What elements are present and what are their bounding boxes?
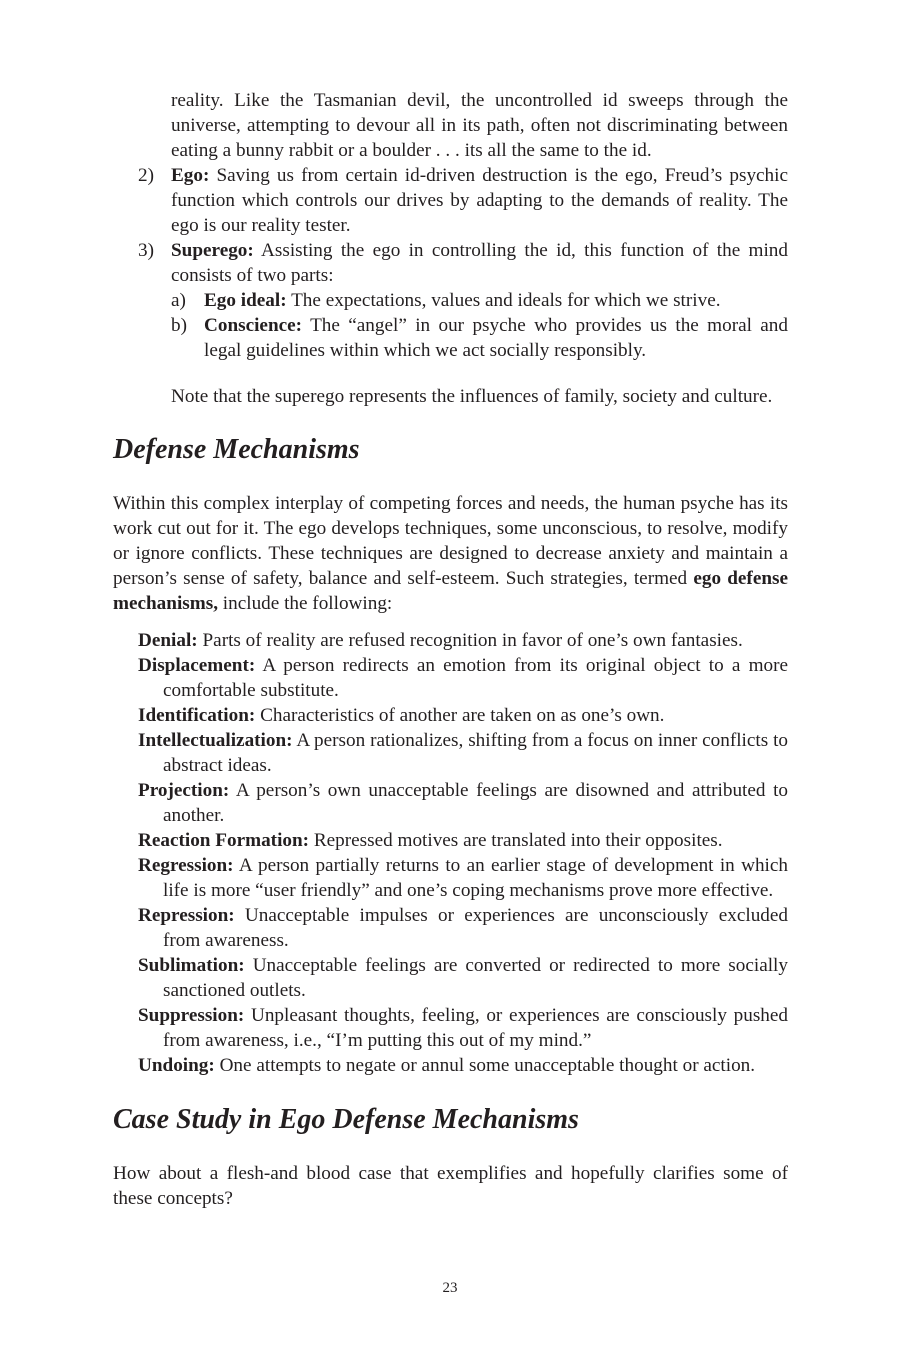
term-label: Reaction Formation: xyxy=(138,830,310,851)
list-item-projection xyxy=(138,778,788,828)
term-label: Displacement: xyxy=(138,655,256,676)
term-label: Undoing: xyxy=(138,1055,215,1076)
page-body xyxy=(113,88,788,1211)
term-definition: The “angel” in our psyche who provides us the moral and legal guidelines within which we act socially responsibly. xyxy=(204,315,788,361)
intro-text: Within this complex interplay of competing forces and needs, the human psyche has its work cut out for it. The ego develops techniques, some unconscious, to resolve, modify or ignore conflicts. These techniques are designed to decrease anxiety and maintain a person’s sense of safety, balance and self-esteem. Such strategies, termed xyxy=(113,493,788,589)
term-label: Ego: xyxy=(171,165,210,186)
list-item-suppression xyxy=(138,1003,788,1053)
defense-mechanisms-list xyxy=(113,628,788,1078)
term-definition: Unacceptable impulses or experiences are unconsciously excluded from awareness. xyxy=(163,905,788,951)
term-label: Repression: xyxy=(138,905,235,926)
superego-note: Note that the superego represents the influences of family, society and culture. xyxy=(171,386,773,407)
list-item-body xyxy=(171,163,788,238)
term-label: Conscience: xyxy=(204,315,303,336)
list-number: 2) xyxy=(138,165,154,186)
sublist-letter: b) xyxy=(171,315,187,336)
list-item-intellectualization xyxy=(138,728,788,778)
term-label: Superego: xyxy=(171,240,254,261)
term-label: Regression: xyxy=(138,855,234,876)
id-continuation-paragraph: reality. Like the Tasmanian devil, the uncontrolled id sweeps through the universe, attempting to devour all in its path, often not discriminating between eating a bunny rabbit or a boulder . . . its all the same to the id. xyxy=(171,90,788,161)
sublist-item-conscience xyxy=(113,313,788,363)
list-item-superego xyxy=(113,238,788,288)
term-label: Sublimation: xyxy=(138,955,245,976)
list-item-undoing xyxy=(138,1053,788,1078)
term-label: Intellectualization: xyxy=(138,730,293,751)
term-label: Denial: xyxy=(138,630,198,651)
list-item-denial xyxy=(138,628,788,653)
list-item-repression xyxy=(138,903,788,953)
sublist-item-body xyxy=(204,288,788,313)
intro-text-end: include the following: xyxy=(218,593,393,614)
page-number: 23 xyxy=(442,1280,458,1296)
term-label: Ego ideal: xyxy=(204,290,287,311)
term-definition: Parts of reality are refused recognition in favor of one’s own fantasies. xyxy=(197,630,743,651)
list-item-ego xyxy=(113,163,788,238)
list-item-identification xyxy=(138,703,788,728)
defense-intro-paragraph xyxy=(113,491,788,616)
term-definition: Assisting the ego in controlling the id, this function of the mind consists of two parts: xyxy=(171,240,788,286)
list-item-body xyxy=(171,238,788,288)
term-label: Suppression: xyxy=(138,1005,245,1026)
term-definition: A person rationalizes, shifting from a focus on inner conflicts to abstract ideas. xyxy=(163,730,788,776)
sublist-item-ego-ideal xyxy=(113,288,788,313)
sublist-item-body xyxy=(204,313,788,363)
sublist-letter: a) xyxy=(171,290,186,311)
list-item-regression xyxy=(138,853,788,903)
section-heading-defense-mechanisms: Defense Mechanisms xyxy=(113,434,360,465)
term-definition: Unpleasant thoughts, feeling, or experiences are consciously pushed from awareness, i.e., “I’m putting this out of my mind.” xyxy=(163,1005,788,1051)
list-item-sublimation xyxy=(138,953,788,1003)
term-definition: The expectations, values and ideals for which we strive. xyxy=(286,290,721,311)
term-definition: Characteristics of another are taken on as one’s own. xyxy=(255,705,665,726)
term-definition: One attempts to negate or annul some unacceptable thought or action. xyxy=(214,1055,756,1076)
term-definition: A person’s own unacceptable feelings are disowned and attributed to another. xyxy=(163,780,788,826)
case-study-intro-paragraph: How about a flesh-and blood case that exemplifies and hopefully clarifies some of these concepts? xyxy=(113,1163,788,1209)
list-item-reaction-formation xyxy=(138,828,788,853)
term-definition: A person redirects an emotion from its original object to a more comfortable substitute. xyxy=(163,655,788,701)
list-item-displacement xyxy=(138,653,788,703)
term-definition: Saving us from certain id-driven destruction is the ego, Freud’s psychic function which controls our drives by adapting to the demands of reality. The ego is our reality tester. xyxy=(171,165,788,236)
section-heading-case-study: Case Study in Ego Defense Mechanisms xyxy=(113,1104,579,1135)
term-definition: A person partially returns to an earlier stage of development in which life is more “user friendly” and one’s coping mechanisms prove more effective. xyxy=(163,855,788,901)
term-label: Projection: xyxy=(138,780,230,801)
term-definition: Unacceptable feelings are converted or redirected to more socially sanctioned outlets. xyxy=(163,955,788,1001)
intro-emphasis: ego defense mechanisms, xyxy=(113,568,788,614)
term-label: Identification: xyxy=(138,705,256,726)
term-definition: Repressed motives are translated into their opposites. xyxy=(309,830,723,851)
list-number: 3) xyxy=(138,240,154,261)
